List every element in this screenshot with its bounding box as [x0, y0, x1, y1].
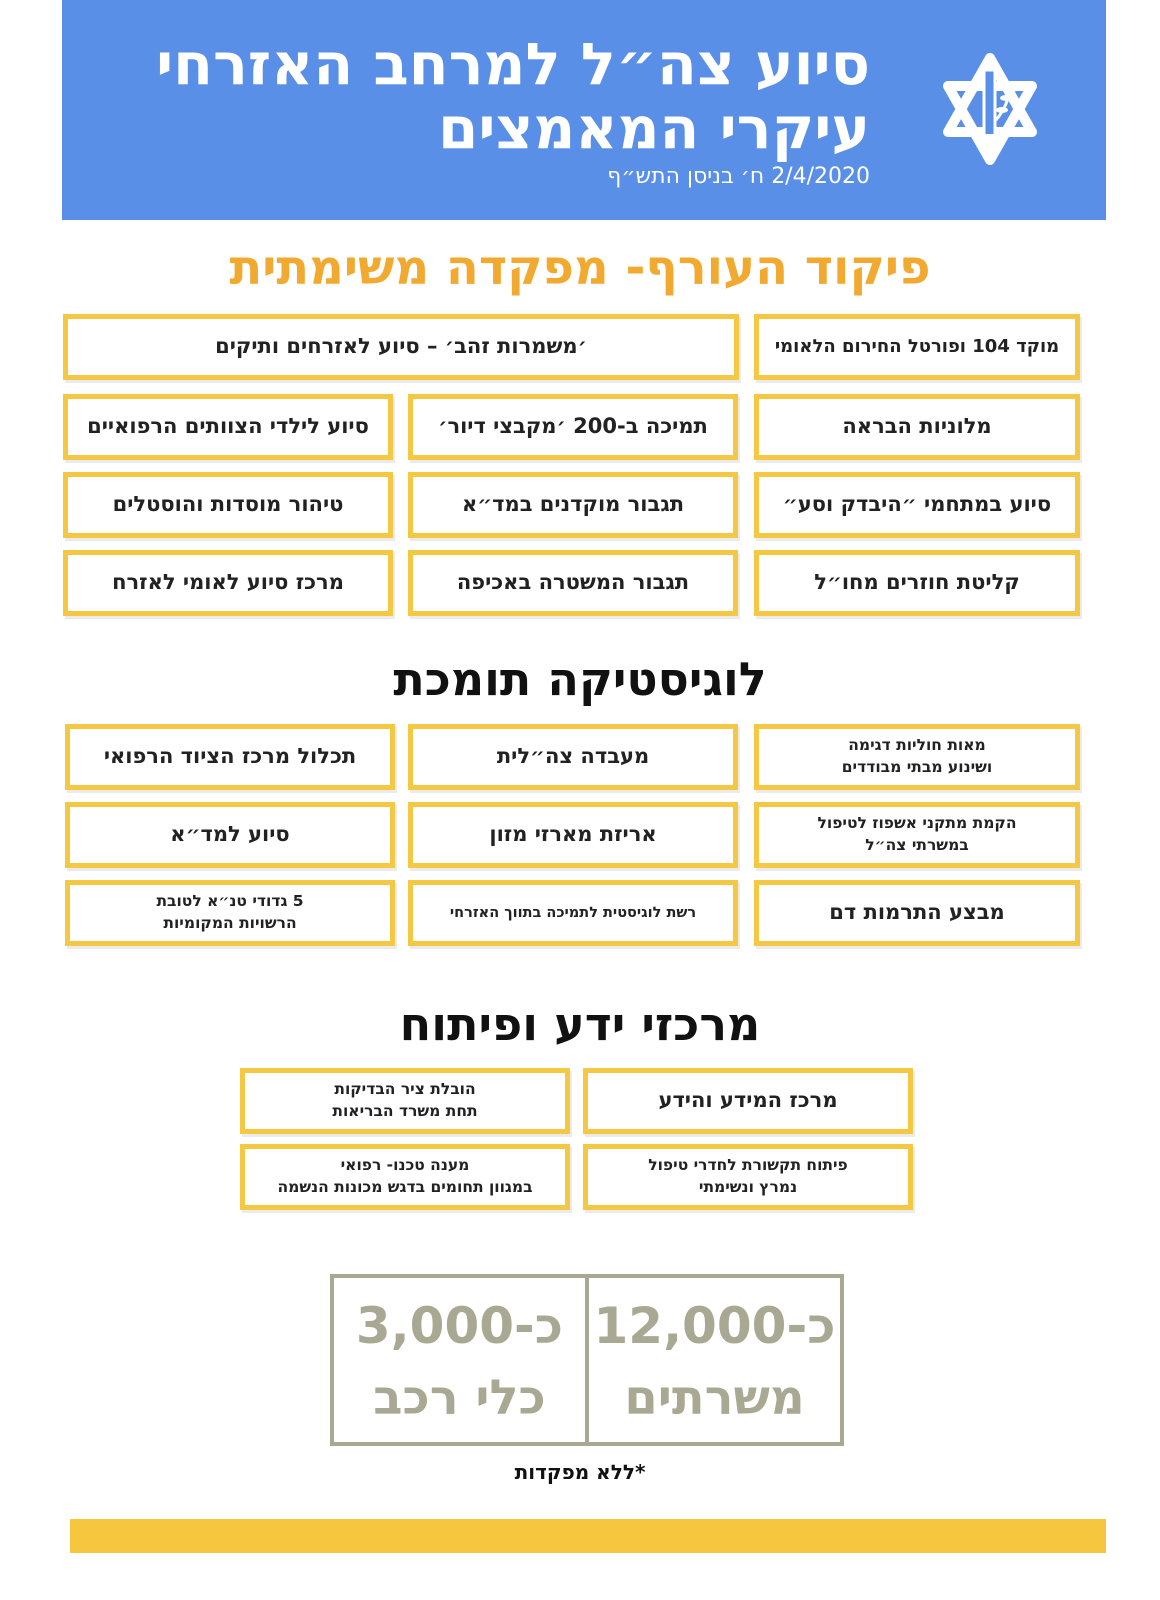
idf-emblem-icon	[936, 50, 1044, 168]
line-2: ושינוע מבתי מבודדים	[841, 758, 993, 776]
home-front-item	[63, 314, 739, 380]
home-front-item	[63, 394, 393, 460]
home-front-item	[408, 550, 738, 616]
logistics-item-label	[156, 891, 303, 934]
line-1: הקמת מתקני אשפוז לטיפול	[817, 814, 1017, 833]
logistics-item-label: רשת לוגיסטית לתמיכה בתווך האזרחי	[449, 904, 697, 921]
home-front-item-label: סיוע במתחמי ״היבדק וסע״	[782, 492, 1052, 517]
logistics-title: לוגיסטיקה תומכת	[393, 652, 767, 706]
home-front-item-label: סיוע לילדי הצוותים הרפואיים	[87, 414, 369, 439]
logistics-item-label: אריזת מארזי מזון	[489, 822, 657, 847]
logistics-item-label: תכלול מרכז הציוד הרפואי	[103, 744, 357, 769]
line-2: במשרתי צה״ל	[865, 836, 969, 854]
logistics-item	[65, 724, 395, 790]
logistics-item-label: סיוע למד״א	[170, 822, 290, 847]
home-front-item	[408, 394, 738, 460]
knowledge-item-label: מרכז המידע והידע	[658, 1088, 838, 1113]
home-front-item-label: ׳משמרות זהב׳ – סיוע לאזרחים ותיקים	[215, 334, 587, 359]
home-front-item-label: תגבור המשטרה באכיפה	[456, 570, 690, 595]
logistics-item	[754, 724, 1080, 790]
page-title	[156, 32, 870, 160]
line-1: פיתוח תקשורת לחדרי טיפול	[648, 1156, 848, 1175]
logistics-item	[408, 880, 738, 946]
home-front-item	[63, 550, 393, 616]
logistics-item	[754, 802, 1080, 868]
knowledge-title: מרכזי ידע ופיתוח	[399, 997, 761, 1051]
line-1: הובלת ציר הבדיקות	[334, 1080, 476, 1099]
home-front-item	[754, 394, 1080, 460]
knowledge-item-label	[332, 1079, 477, 1122]
header-date: 2/4/2020 ח׳ בניסן התש״ף	[607, 164, 870, 189]
logistics-item	[754, 880, 1080, 946]
knowledge-item	[583, 1144, 913, 1210]
logistics-item-label: מעבדה צה״לית	[496, 744, 650, 769]
home-front-title: פיקוד העורף- מפקדה משימתית	[229, 240, 931, 296]
line-1: מענה טכנו- רפואי	[340, 1156, 470, 1175]
line-2: הרשויות המקומיות	[163, 914, 297, 932]
home-front-item	[408, 472, 738, 538]
line-2: תחת משרד הבריאות	[332, 1102, 478, 1120]
home-front-item-label: מלוניות הבראה	[842, 414, 992, 439]
stats-box	[330, 1274, 844, 1446]
home-front-item-label: קליטת חוזרים מחו״ל	[814, 570, 1020, 595]
knowledge-item-label	[277, 1155, 532, 1198]
footnote: *ללא מפקדות	[514, 1460, 646, 1484]
knowledge-item	[240, 1144, 570, 1210]
title-line-2: עיקרי המאמצים	[438, 94, 870, 162]
stat-unit: משרתים	[624, 1370, 805, 1426]
home-front-item	[754, 472, 1080, 538]
line-2: במגוון תחומים בדגש מכונות הנשמה	[277, 1178, 533, 1196]
logistics-item-label: מבצע התרמות דם	[829, 900, 1005, 925]
knowledge-item	[240, 1068, 570, 1134]
home-front-item-label: מרכז סיוע לאומי לאזרח	[112, 570, 344, 595]
stat-unit: כלי רכב	[373, 1370, 546, 1426]
knowledge-item-label	[648, 1155, 848, 1198]
stat-number: כ-12,000	[593, 1297, 836, 1355]
logistics-item	[408, 802, 738, 868]
knowledge-item	[583, 1068, 913, 1134]
line-1: 5 גדודי טנ״א לטובת	[156, 892, 304, 911]
line-1: מאות חוליות דגימה	[848, 736, 986, 755]
bottom-bar	[70, 1519, 1106, 1553]
header-banner	[62, 0, 1106, 220]
logistics-item	[408, 724, 738, 790]
home-front-item-label: מוקד 104 ופורטל החירום הלאומי	[774, 336, 1060, 358]
stat-number: כ-3,000	[355, 1297, 564, 1355]
logistics-item-label	[842, 735, 993, 778]
logistics-item	[65, 802, 395, 868]
stat-personnel	[589, 1278, 840, 1442]
home-front-item-label: תמיכה ב-200 ׳מקבצי דיור׳	[438, 414, 708, 439]
home-front-item	[754, 314, 1080, 380]
title-line-1: סיוע צה״ל למרחב האזרחי	[156, 30, 870, 98]
home-front-item-label: תגבור מוקדנים במד״א	[461, 492, 685, 517]
line-2: נמרץ ונשימתי	[698, 1178, 798, 1196]
logistics-item	[65, 880, 395, 946]
logistics-item-label	[818, 813, 1017, 856]
home-front-item-label: טיהור מוסדות והוסטלים	[112, 492, 344, 517]
home-front-item	[754, 550, 1080, 616]
stat-vehicles	[334, 1278, 589, 1442]
home-front-item	[63, 472, 393, 538]
